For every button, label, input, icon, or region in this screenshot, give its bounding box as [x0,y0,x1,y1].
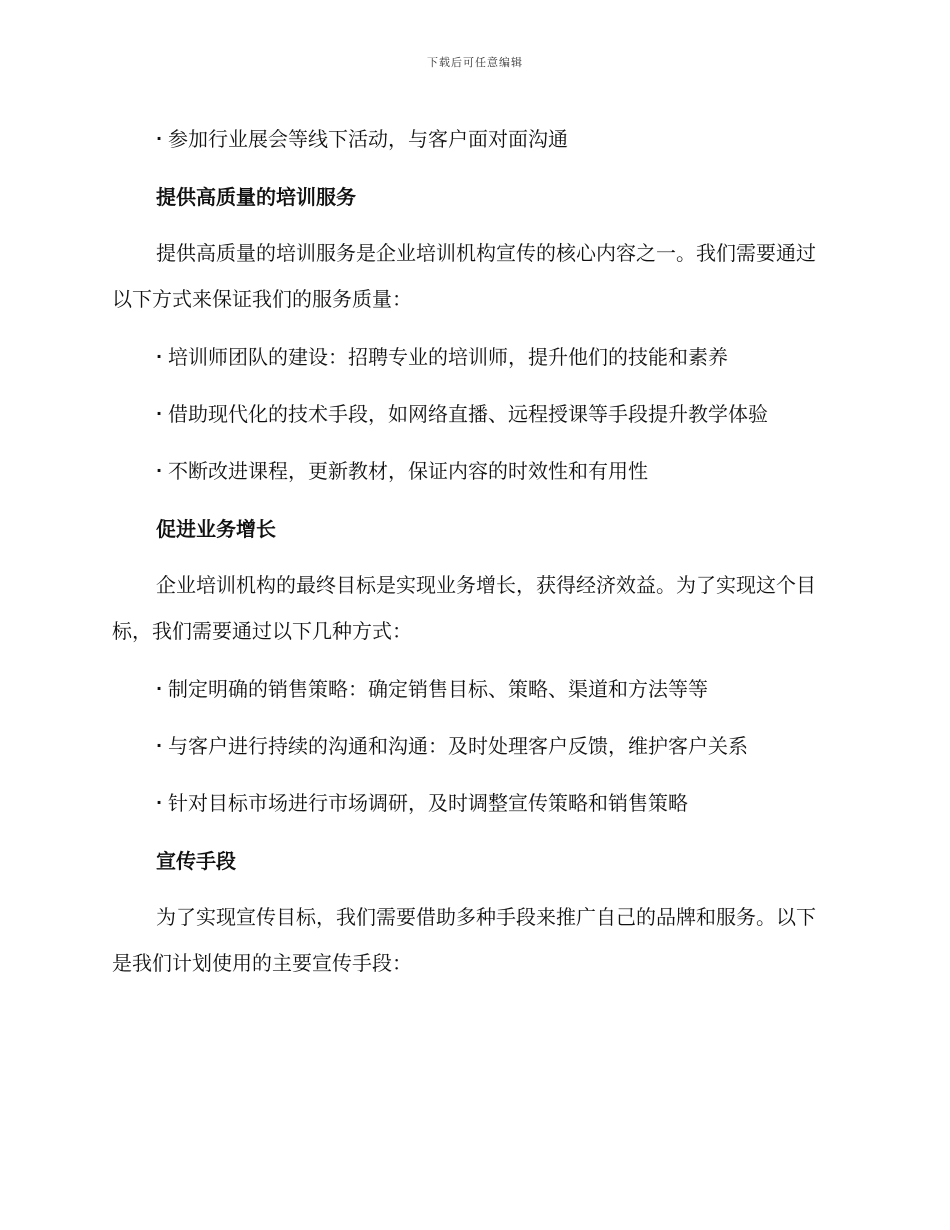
list-item [112,660,832,717]
list-item [112,442,832,499]
paragraph-promotion-means: 为了实现宣传目标，我们需要借助多种手段来推广自己的品牌和服务。以下是我们计划使用的主要宣传手段： [112,905,816,975]
paragraph-training-service: 提供高质量的培训服务是企业培训机构宣传的核心内容之一。我们需要通过以下方式来保证我们的服务质量： [112,241,816,311]
list-item [112,774,832,831]
list-item-text: 参加行业展会等线下活动，与客户面对面沟通 [168,126,568,151]
bullet-dot: · [156,461,163,480]
bullet-dot: · [156,129,163,148]
bullet-dot: · [156,736,163,755]
section-heading-business-growth: 促进业务增长 [156,517,276,541]
paragraph-business-growth: 企业培训机构的最终目标是实现业务增长，获得经济效益。为了实现这个目标，我们需要通过以下几种方式： [112,573,816,643]
list-item [112,110,832,167]
list-item [112,328,832,385]
list-item-text: 与客户进行持续的沟通和沟通：及时处理客户反馈，维护客户关系 [168,733,748,758]
bullet-dot: · [156,679,163,698]
bullet-dot: · [156,793,163,812]
list-item [112,385,832,442]
bullet-dot: · [156,347,163,366]
list-item-text: 借助现代化的技术手段，如网络直播、远程授课等手段提升教学体验 [168,401,768,426]
list-item-text: 针对目标市场进行市场调研，及时调整宣传策略和销售策略 [168,790,688,815]
list-item [112,717,832,774]
section-heading-promotion-means: 宣传手段 [156,849,236,873]
bullet-dot: · [156,404,163,423]
section-heading-training-service: 提供高质量的培训服务 [156,185,356,209]
list-item-text: 培训师团队的建设：招聘专业的培训师，提升他们的技能和素养 [168,344,728,369]
list-item-text: 制定明确的销售策略：确定销售目标、策略、渠道和方法等等 [168,676,708,701]
list-item-text: 不断改进课程，更新教材，保证内容的时效性和有用性 [168,458,648,483]
page-header-note: 下载后可任意编辑 [427,56,523,69]
document-body [112,110,832,992]
